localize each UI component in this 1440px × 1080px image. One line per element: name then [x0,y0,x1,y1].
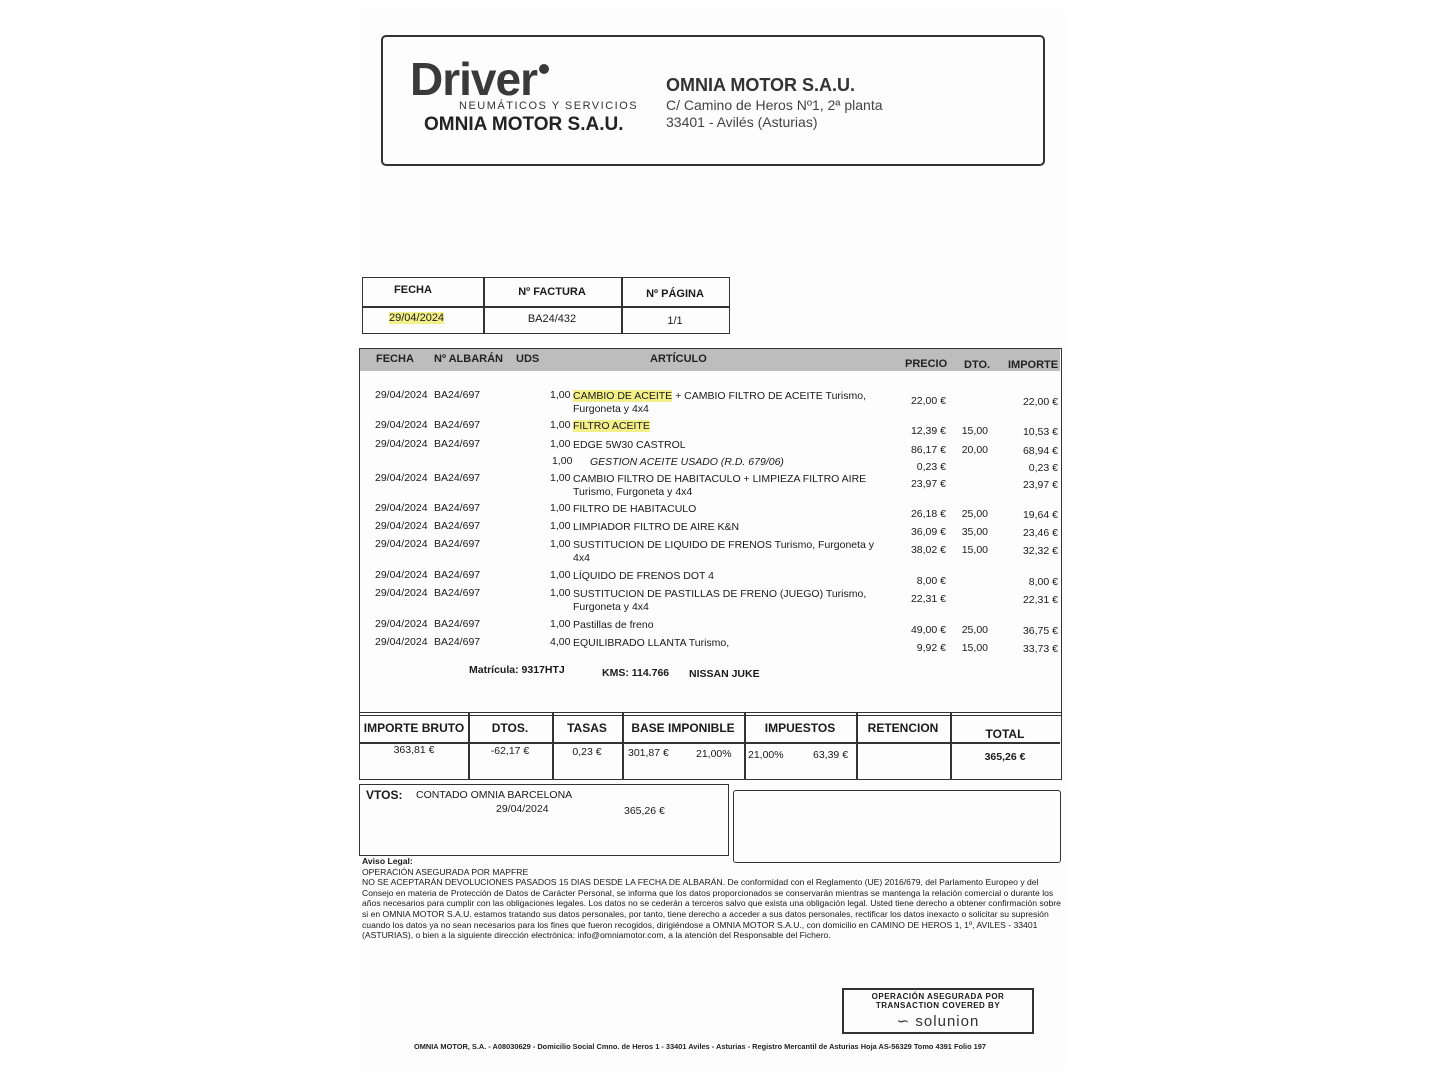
item-albaran: BA24/697 [434,538,481,550]
item-dto: 15,00 [961,642,988,654]
item-fecha: 29/04/2024 [375,438,428,450]
item-importe: 36,75 € [1022,625,1058,637]
item-albaran: BA24/697 [434,438,481,450]
vtos-method: CONTADO OMNIA BARCELONA [416,789,573,801]
meta-header-factura: Nº FACTURA [518,286,586,298]
col-articulo: ARTÍCULO [650,353,707,365]
item-fecha: 29/04/2024 [375,520,428,532]
divider [950,713,952,779]
item-uds: 1,00 [550,520,571,532]
item-uds: 1,00 [550,419,571,431]
item-fecha: 29/04/2024 [375,587,428,599]
stamp-line-1: OPERACIÓN ASEGURADA POR [871,992,1005,1001]
item-importe: 0,23 € [1028,462,1058,474]
item-uds: 1,00 [550,538,571,550]
vehicle-plate: Matrícula: 9317HTJ [469,664,565,676]
legal-line-2: NO SE ACEPTARÁN DEVOLUCIONES PASADOS 15 DIAS DESDE LA FECHA DE ALBARÁN. [362,877,726,888]
item-uds: 1,00 [550,438,571,450]
totals-header-retencion: RETENCION [867,721,939,735]
vtos-date: 29/04/2024 [496,803,549,815]
logo-word: Driver [410,53,537,105]
vehicle-model: NISSAN JUKE [689,668,760,680]
item-articulo [573,420,650,432]
solunion-logo-icon: ∽ [896,1013,911,1030]
totals-tasas: 0,23 € [572,746,602,758]
item-uds: 1,00 [552,455,573,467]
item-articulo-text: FILTRO DE HABITACULO [573,503,697,515]
item-importe: 32,32 € [1022,545,1058,557]
item-articulo-text: + CAMBIO FILTRO DE ACEITE Turismo, [672,390,866,402]
item-importe: 23,46 € [1022,527,1058,539]
col-uds: UDS [516,353,540,365]
invoice-meta-table [362,277,730,334]
item-articulo-text: Pastillas de freno [573,619,654,631]
legal-body [362,877,1062,941]
item-albaran: BA24/697 [434,569,481,581]
stamp-line-2: TRANSACTION COVERED BY [875,1001,1001,1010]
stamp-brand [844,1012,1032,1030]
totals-base: 301,87 € [628,747,669,759]
item-articulo [573,539,874,551]
totals-table [359,712,1062,780]
item-uds: 1,00 [550,389,571,401]
solunion-stamp [842,988,1034,1034]
meta-value-fecha [387,312,446,324]
meta-value-pagina: 1/1 [667,315,683,327]
totals-bruto: 363,81 € [393,744,435,756]
col-dto: DTO. [964,359,991,371]
item-articulo [573,390,866,402]
item-importe: 22,00 € [1022,396,1058,408]
item-albaran: BA24/697 [434,520,481,532]
item-fecha: 29/04/2024 [375,419,428,431]
item-importe: 68,94 € [1022,445,1058,457]
item-precio: 8,00 € [916,575,946,587]
item-albaran: BA24/697 [434,389,481,401]
totals-header-dtos: DTOS. [491,721,529,735]
items-header [360,349,1060,371]
totals-header-impuestos: IMPUESTOS [764,721,836,735]
meta-header-fecha: FECHA [394,284,432,296]
item-precio: 38,02 € [910,544,946,556]
stamp-brand-text: solunion [915,1013,980,1030]
item-articulo-highlight: CAMBIO DE ACEITE [573,390,673,402]
col-precio: PRECIO [905,358,948,370]
legal-line-1: OPERACIÓN ASEGURADA POR MAPFRE [362,866,529,877]
legal-notice [362,856,1062,941]
item-articulo [573,637,729,649]
item-articulo [590,456,784,468]
item-articulo-line-2: Turismo, Furgoneta y 4x4 [573,486,693,498]
item-dto: 20,00 [961,444,988,456]
item-articulo [573,473,866,485]
item-uds: 1,00 [550,587,571,599]
item-importe: 33,73 € [1022,643,1058,655]
item-precio: 49,00 € [910,624,946,636]
stamp-text [844,992,1032,1010]
item-uds: 1,00 [550,472,571,484]
item-importe: 23,97 € [1022,479,1058,491]
item-precio: 23,97 € [910,478,946,490]
col-albaran: Nº ALBARÁN [434,353,503,365]
item-precio: 9,92 € [916,642,946,654]
item-articulo [573,521,739,533]
item-articulo-text: CAMBIO FILTRO DE HABITACULO + LIMPIEZA FILTRO AIRE [573,473,867,485]
address-line-1: C/ Camino de Heros Nº1, 2ª planta [666,97,883,113]
item-importe: 19,64 € [1022,509,1058,521]
vehicle-kms: KMS: 114.766 [602,667,670,679]
col-importe: IMPORTE [1008,359,1059,371]
item-articulo [573,619,654,631]
totals-base-pct: 21,00% [696,748,732,760]
item-articulo-line-2: 4x4 [573,552,590,564]
item-articulo-text: LIMPIADOR FILTRO DE AIRE K&N [573,521,740,533]
item-articulo-text: EDGE 5W30 CASTROL [573,439,686,451]
company-name: OMNIA MOTOR S.A.U. [666,75,855,95]
item-articulo-text: EQUILIBRADO LLANTA Turismo, [573,637,730,649]
vtos-box [359,784,729,856]
item-precio: 22,31 € [910,593,946,605]
item-importe: 8,00 € [1028,576,1058,588]
col-fecha: FECHA [376,353,414,365]
totals-header-tasas: TASAS [567,721,607,735]
item-albaran: BA24/697 [434,636,481,648]
item-articulo-line-2: Furgoneta y 4x4 [573,601,649,613]
item-precio: 36,09 € [910,526,946,538]
item-dto: 25,00 [961,508,988,520]
item-precio: 86,17 € [910,444,946,456]
item-fecha: 29/04/2024 [375,538,428,550]
item-articulo-text: SUSTITUCION DE LIQUIDO DE FRENOS Turismo, Furgoneta y [573,539,875,551]
item-precio: 22,00 € [910,395,946,407]
item-articulo-line-2: Furgoneta y 4x4 [573,403,649,415]
meta-date-highlight: 29/04/2024 [389,312,445,324]
item-articulo-text: SUSTITUCION DE PASTILLAS DE FRENO (JUEGO) Turismo, [573,588,867,600]
item-importe: 22,31 € [1022,594,1058,606]
item-precio: 26,18 € [910,508,946,520]
item-precio: 12,39 € [910,425,946,437]
totals-dtos: -62,17 € [490,745,530,757]
vtos-amount: 365,26 € [624,805,665,817]
item-precio: 0,23 € [916,461,946,473]
page-footer: OMNIA MOTOR, S.A. - A08030629 - Domicilio Social Cmno. de Heros 1 - 33401 Aviles - Asturias - Registro Mercantil de Asturias Hoja AS-56329 Tomo 4391 Folio 197 [414,1042,986,1051]
meta-header-pagina: Nº PÁGINA [646,288,704,300]
item-uds: 1,00 [550,618,571,630]
legal-title: Aviso Legal: [362,856,413,866]
item-articulo [573,439,686,451]
item-dto: 25,00 [961,624,988,636]
item-dto: 15,00 [961,544,988,556]
item-fecha: 29/04/2024 [375,636,428,648]
vtos-label: VTOS: [366,788,403,802]
item-dto: 15,00 [961,425,988,437]
address-line-2: 33401 - Avilés (Asturias) [666,114,818,130]
item-fecha: 29/04/2024 [375,472,428,484]
item-articulo-text: LÍQUIDO DE FRENOS DOT 4 [573,570,714,582]
totals-header-bruto: IMPORTE BRUTO [363,721,465,735]
item-fecha: 29/04/2024 [375,502,428,514]
item-articulo-text: GESTION ACEITE USADO (R.D. 679/06) [590,456,784,468]
meta-value-factura: BA24/432 [527,313,577,325]
item-uds: 4,00 [550,636,571,648]
item-albaran: BA24/697 [434,618,481,630]
item-importe: 10,53 € [1022,426,1058,438]
totals-header-total: TOTAL [985,727,1025,741]
item-dto: 35,00 [961,526,988,538]
totals-header-base: BASE IMPONIBLE [631,721,735,735]
notes-box [733,790,1061,863]
item-albaran: BA24/697 [434,502,481,514]
item-uds: 1,00 [550,502,571,514]
item-fecha: 29/04/2024 [375,569,428,581]
item-fecha: 29/04/2024 [375,618,428,630]
item-uds: 1,00 [550,569,571,581]
logo-company: OMNIA MOTOR S.A.U. [424,114,624,135]
item-albaran: BA24/697 [434,419,481,431]
item-fecha: 29/04/2024 [375,389,428,401]
item-articulo [573,503,696,515]
totals-imp-pct: 21,00% [748,749,784,761]
item-articulo-highlight: FILTRO ACEITE [573,420,650,432]
driver-logo [410,53,549,105]
item-albaran: BA24/697 [434,472,481,484]
item-articulo [573,570,714,582]
logo-dot-icon [539,64,549,74]
item-articulo [573,588,866,600]
item-albaran: BA24/697 [434,587,481,599]
logo-subtitle: NEUMÁTICOS Y SERVICIOS [459,100,639,112]
legal-text: De conformidad con el Reglamento (UE) 2016/679, del Parlamento Europeo y del Consejo en materia de Protección de Datos de Carácter Personal, se informa que los datos proporcionados se conservarán mientras se mantenga la relación comercial o durante los años necesarios para cumplir con las obligaciones legales. Los datos no se cederán a terceros salvo que exista una obligación legal. Usted tiene derecho a obtener confirmación sobre si en OMNIA MOTOR S.A.U. estamos tratando sus datos personales, por tanto, tiene derecho a acceder a sus datos personales, rectificar los datos inexacto o solicitar su supresión cuando los datos ya no sean necesarios para los fines que fueron recogidos, dirigiéndose a OMNIA MOTOR S.A.U., con domicilio en CAMINO DE HEROS 1, 1º, AVILES - 33401 (ASTURIAS), o bien a la siguiente dirección electrónica: info@omniamotor.com, a la atención del Responsable del Fichero. [362,877,1061,941]
divider [363,306,729,308]
totals-total: 365,26 € [984,751,1026,763]
totals-imp: 63,39 € [813,749,849,761]
